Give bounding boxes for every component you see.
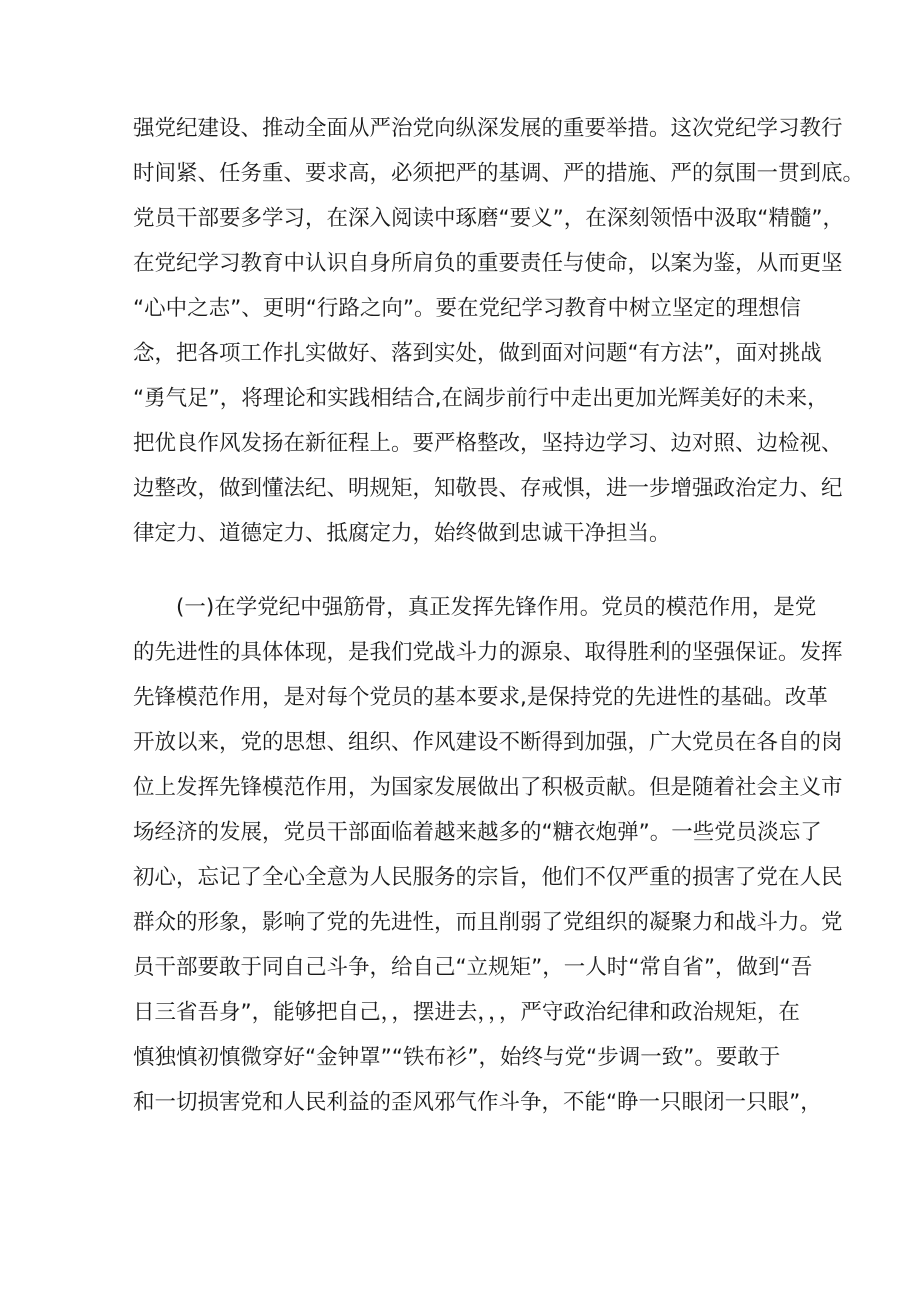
paragraph-line: 律定力、道德定力、抵腐定力，始终做到忠诚干净担当。 <box>133 521 671 546</box>
paragraph-line: 在党纪学习教育中认识自身所肩负的重要责任与使命，以案为鉴，从而更坚 <box>133 251 843 276</box>
paragraph-line: (一)在学党纪中强筋骨，真正发挥先锋作用。党员的模范作用，是党 <box>176 595 817 620</box>
paragraph-line: 边整改，做到懂法纪、明规矩，知敬畏、存戒惧，进一步增强政治定力、纪 <box>133 476 843 501</box>
paragraph-line: 位上发挥先锋模范作用，为国家发展做出了积极贡献。但是随着社会主义市 <box>133 775 843 800</box>
paragraph-line: 先锋模范作用，是对每个党员的基本要求,是保持党的先进性的基础。改革 <box>133 685 828 710</box>
paragraph-line: “勇气足”，将理论和实践相结合,在阔步前行中走出更加光辉美好的未来， <box>133 386 829 411</box>
paragraph-line: 群众的形象，影响了党的先进性，而且削弱了党组织的凝聚力和战斗力。党 <box>133 910 843 935</box>
paragraph-line: 把优良作风发扬在新征程上。要严格整改，坚持边学习、边对照、边检视、 <box>133 431 843 456</box>
paragraph-line: 时间紧、任务重、要求高，必须把严的基调、严的措施、严的氛围一贯到底。 <box>133 161 865 186</box>
paragraph-line: 强党纪建设、推动全面从严治党向纵深发展的重要举措。这次党纪学习教行 <box>133 116 843 141</box>
paragraph-line: “心中之志”、更明“行路之向”。要在党纪学习教育中树立坚定的理想信 <box>133 296 802 321</box>
paragraph-line: 和一切损害党和人民利益的歪风邪气作斗争，不能“睁一只眼闭一只眼”， <box>133 1090 822 1115</box>
paragraph-line: 慎独慎初慎微穿好“金钟罩”“铁布衫”，始终与党“步调一致”。要敢于 <box>133 1045 781 1070</box>
paragraph-line: 员干部要敢于同自己斗争，给自己“立规矩”，一人时“常自省”，做到“吾 <box>133 955 813 980</box>
paragraph-line: 开放以来，党的思想、组织、作风建设不断得到加强，广大党员在各自的岗 <box>133 730 843 755</box>
paragraph-line: 党员干部要多学习，在深入阅读中琢磨“要义”，在深刻领悟中汲取“精髓”， <box>133 206 845 231</box>
paragraph-line: 初心，忘记了全心全意为人民服务的宗旨，他们不仅严重的损害了党在人民 <box>133 865 843 890</box>
paragraph-line: 的先进性的具体体现，是我们党战斗力的源泉、取得胜利的坚强保证。发挥 <box>133 640 843 665</box>
paragraph-line: 念，把各项工作扎实做好、落到实处，做到面对问题“有方法”，面对挑战 <box>133 341 822 366</box>
paragraph-line: 场经济的发展，党员干部面临着越来越多的“糖衣炮弹”。一些党员淡忘了 <box>133 820 822 845</box>
paragraph-line: 日三省吾身”，能够把自己，，摆进去，，，严守政治纪律和政治规矩，在 <box>133 1000 800 1025</box>
